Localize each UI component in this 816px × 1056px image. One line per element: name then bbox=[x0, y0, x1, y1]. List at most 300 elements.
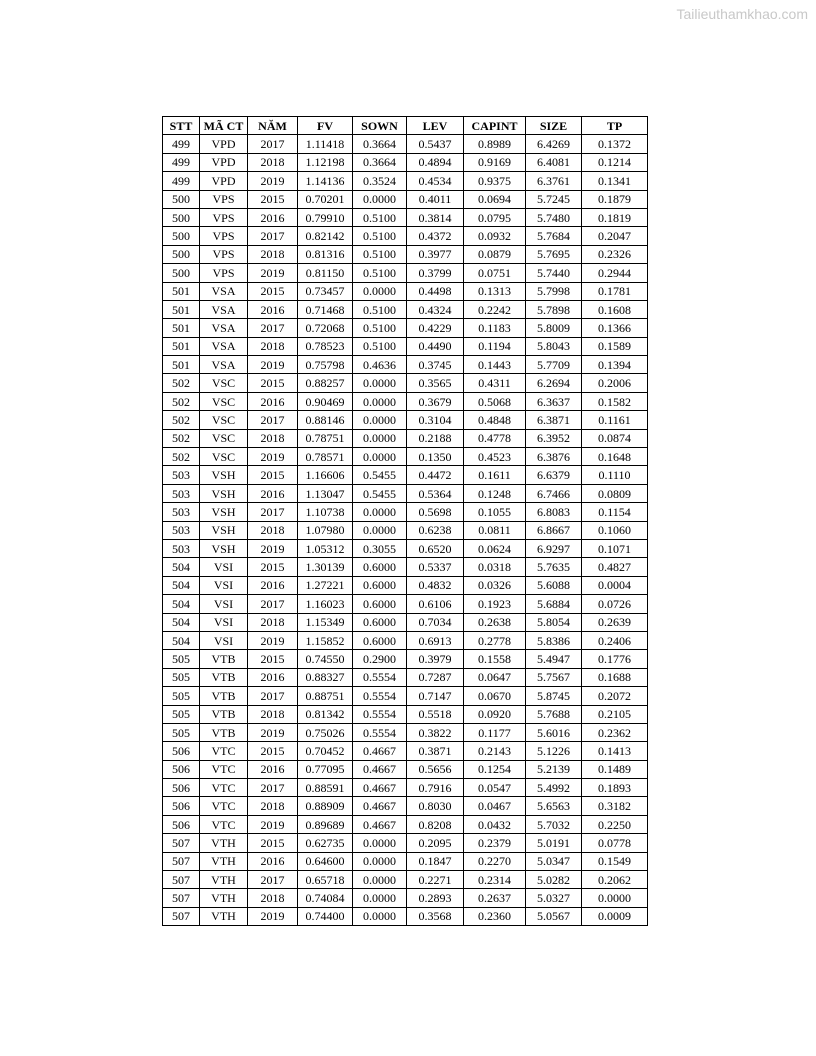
table-cell: 0.0467 bbox=[464, 797, 526, 815]
table-cell: 5.4947 bbox=[526, 650, 582, 668]
table-cell: 0.7034 bbox=[407, 613, 464, 631]
table-cell: 0.2360 bbox=[464, 907, 526, 925]
table-cell: 0.65718 bbox=[298, 871, 353, 889]
table-cell: 0.5518 bbox=[407, 705, 464, 723]
table-cell: 0.0000 bbox=[353, 374, 407, 392]
table-cell: 0.3568 bbox=[407, 907, 464, 925]
table-cell: 0.7147 bbox=[407, 687, 464, 705]
table-cell: 0.2314 bbox=[464, 871, 526, 889]
table-cell: 0.88257 bbox=[298, 374, 353, 392]
table-cell: 0.0647 bbox=[464, 668, 526, 686]
table-cell: 507 bbox=[163, 907, 200, 925]
table-cell: VSC bbox=[200, 374, 248, 392]
table-cell: 6.3876 bbox=[526, 448, 582, 466]
table-cell: 0.0000 bbox=[353, 871, 407, 889]
table-cell: VSH bbox=[200, 466, 248, 484]
table-row bbox=[163, 466, 648, 484]
table-cell: 0.6000 bbox=[353, 631, 407, 649]
table-cell: 2015 bbox=[248, 282, 298, 300]
table-cell: 5.7695 bbox=[526, 245, 582, 263]
table-cell: 2015 bbox=[248, 650, 298, 668]
table-cell: 0.3679 bbox=[407, 392, 464, 410]
column-header: TP bbox=[582, 117, 648, 135]
table-cell: 0.3104 bbox=[407, 411, 464, 429]
table-cell: VPS bbox=[200, 227, 248, 245]
table-cell: 0.72068 bbox=[298, 319, 353, 337]
table-cell: 0.7287 bbox=[407, 668, 464, 686]
table-cell: 2019 bbox=[248, 539, 298, 557]
table-cell: 0.8208 bbox=[407, 815, 464, 833]
table-row bbox=[163, 411, 648, 429]
table-cell: 504 bbox=[163, 558, 200, 576]
table-cell: 0.3979 bbox=[407, 650, 464, 668]
table-cell: VSC bbox=[200, 411, 248, 429]
table-cell: 0.6000 bbox=[353, 595, 407, 613]
table-cell: 0.0751 bbox=[464, 264, 526, 282]
table-cell: 0.1611 bbox=[464, 466, 526, 484]
table-cell: 0.0000 bbox=[353, 521, 407, 539]
table-cell: 0.7916 bbox=[407, 779, 464, 797]
table-cell: 0.4894 bbox=[407, 153, 464, 171]
table-cell: 506 bbox=[163, 742, 200, 760]
table-cell: 0.1183 bbox=[464, 319, 526, 337]
table-cell: 0.4490 bbox=[407, 337, 464, 355]
table-cell: 0.64600 bbox=[298, 852, 353, 870]
table-cell: 0.0000 bbox=[353, 907, 407, 925]
table-cell: 5.7440 bbox=[526, 264, 582, 282]
table-row bbox=[163, 668, 648, 686]
table-cell: 500 bbox=[163, 264, 200, 282]
table-cell: 0.0000 bbox=[582, 889, 648, 907]
table-cell: 499 bbox=[163, 135, 200, 153]
table-cell: 1.16023 bbox=[298, 595, 353, 613]
table-cell: 0.4778 bbox=[464, 429, 526, 447]
table-row bbox=[163, 153, 648, 171]
table-cell: 2019 bbox=[248, 723, 298, 741]
table-cell: VPS bbox=[200, 190, 248, 208]
table-cell: 5.7684 bbox=[526, 227, 582, 245]
table-cell: 0.2047 bbox=[582, 227, 648, 245]
table-cell: 1.27221 bbox=[298, 576, 353, 594]
table-cell: 0.3524 bbox=[353, 172, 407, 190]
table-cell: 2019 bbox=[248, 356, 298, 374]
table-cell: 0.6520 bbox=[407, 539, 464, 557]
table-cell: 1.07980 bbox=[298, 521, 353, 539]
table-cell: 5.8745 bbox=[526, 687, 582, 705]
table-cell: 0.5337 bbox=[407, 558, 464, 576]
table-cell: 0.1589 bbox=[582, 337, 648, 355]
table-cell: 503 bbox=[163, 521, 200, 539]
table-cell: 2016 bbox=[248, 300, 298, 318]
table-cell: 2017 bbox=[248, 595, 298, 613]
table-cell: 0.81150 bbox=[298, 264, 353, 282]
table-cell: 0.5437 bbox=[407, 135, 464, 153]
table-cell: 0.4832 bbox=[407, 576, 464, 594]
table-cell: 6.3952 bbox=[526, 429, 582, 447]
table-row bbox=[163, 576, 648, 594]
table-cell: 2015 bbox=[248, 190, 298, 208]
table-cell: 506 bbox=[163, 815, 200, 833]
table-cell: 0.8989 bbox=[464, 135, 526, 153]
table-cell: VPD bbox=[200, 153, 248, 171]
table-cell: 6.7466 bbox=[526, 484, 582, 502]
table-cell: VSH bbox=[200, 484, 248, 502]
table-cell: 500 bbox=[163, 227, 200, 245]
table-cell: 0.2900 bbox=[353, 650, 407, 668]
column-header: CAPINT bbox=[464, 117, 526, 135]
table-row bbox=[163, 723, 648, 741]
table-cell: 0.1350 bbox=[407, 448, 464, 466]
table-cell: 6.3637 bbox=[526, 392, 582, 410]
table-cell: 0.1819 bbox=[582, 208, 648, 226]
table-cell: 502 bbox=[163, 411, 200, 429]
table-cell: 506 bbox=[163, 779, 200, 797]
table-cell: 0.3822 bbox=[407, 723, 464, 741]
table-row bbox=[163, 208, 648, 226]
table-cell: 504 bbox=[163, 613, 200, 631]
table-cell: 0.0000 bbox=[353, 282, 407, 300]
table-cell: VTC bbox=[200, 760, 248, 778]
table-cell: VSA bbox=[200, 337, 248, 355]
table-cell: 0.2072 bbox=[582, 687, 648, 705]
table-cell: VPD bbox=[200, 135, 248, 153]
watermark-text: Tailieuthamkhao.com bbox=[676, 6, 808, 22]
table-cell: 0.4667 bbox=[353, 815, 407, 833]
table-cell: 0.0000 bbox=[353, 411, 407, 429]
table-cell: VTB bbox=[200, 705, 248, 723]
table-cell: 0.0547 bbox=[464, 779, 526, 797]
table-cell: 0.88146 bbox=[298, 411, 353, 429]
table-cell: 6.8667 bbox=[526, 521, 582, 539]
table-cell: 505 bbox=[163, 650, 200, 668]
table-cell: 2016 bbox=[248, 392, 298, 410]
table-cell: 0.5554 bbox=[353, 687, 407, 705]
table-cell: 0.74084 bbox=[298, 889, 353, 907]
table-cell: 0.3664 bbox=[353, 153, 407, 171]
table-cell: 505 bbox=[163, 668, 200, 686]
table-cell: 1.13047 bbox=[298, 484, 353, 502]
table-cell: 0.5100 bbox=[353, 208, 407, 226]
table-cell: 2018 bbox=[248, 705, 298, 723]
table-cell: 0.0920 bbox=[464, 705, 526, 723]
table-cell: 5.0347 bbox=[526, 852, 582, 870]
table-cell: 5.2139 bbox=[526, 760, 582, 778]
table-cell: 500 bbox=[163, 190, 200, 208]
table-cell: 0.70201 bbox=[298, 190, 353, 208]
table-cell: 0.2638 bbox=[464, 613, 526, 631]
table-cell: 2016 bbox=[248, 484, 298, 502]
table-cell: 0.62735 bbox=[298, 834, 353, 852]
table-cell: 0.78751 bbox=[298, 429, 353, 447]
table-row bbox=[163, 172, 648, 190]
table-cell: 0.1489 bbox=[582, 760, 648, 778]
table-cell: 0.2006 bbox=[582, 374, 648, 392]
table-cell: 0.1776 bbox=[582, 650, 648, 668]
table-cell: 2017 bbox=[248, 227, 298, 245]
table-cell: 501 bbox=[163, 300, 200, 318]
table-cell: 0.1254 bbox=[464, 760, 526, 778]
table-cell: 0.1248 bbox=[464, 484, 526, 502]
table-cell: 0.6238 bbox=[407, 521, 464, 539]
table-cell: 0.2105 bbox=[582, 705, 648, 723]
table-cell: 499 bbox=[163, 153, 200, 171]
table-cell: 0.2406 bbox=[582, 631, 648, 649]
table-row bbox=[163, 319, 648, 337]
table-row bbox=[163, 227, 648, 245]
table-cell: 2015 bbox=[248, 834, 298, 852]
table-cell: 2018 bbox=[248, 613, 298, 631]
table-cell: 0.1688 bbox=[582, 668, 648, 686]
table-cell: 0.5554 bbox=[353, 723, 407, 741]
table-cell: 0.75798 bbox=[298, 356, 353, 374]
table-cell: VTC bbox=[200, 779, 248, 797]
table-cell: 0.2062 bbox=[582, 871, 648, 889]
table-cell: VTH bbox=[200, 834, 248, 852]
table-cell: 0.2270 bbox=[464, 852, 526, 870]
table-cell: 0.78571 bbox=[298, 448, 353, 466]
table-cell: VSI bbox=[200, 613, 248, 631]
column-header: FV bbox=[298, 117, 353, 135]
table-cell: 2018 bbox=[248, 429, 298, 447]
table-cell: 0.1071 bbox=[582, 539, 648, 557]
table-cell: 0.89689 bbox=[298, 815, 353, 833]
table-cell: 503 bbox=[163, 466, 200, 484]
table-row bbox=[163, 631, 648, 649]
table-cell: VTB bbox=[200, 723, 248, 741]
table-cell: 5.0567 bbox=[526, 907, 582, 925]
table-cell: 5.8054 bbox=[526, 613, 582, 631]
table-cell: 507 bbox=[163, 852, 200, 870]
table-cell: 5.6884 bbox=[526, 595, 582, 613]
table-cell: 5.7709 bbox=[526, 356, 582, 374]
table-cell: 0.1558 bbox=[464, 650, 526, 668]
table-row bbox=[163, 135, 648, 153]
table-cell: 0.3871 bbox=[407, 742, 464, 760]
table-cell: 6.4081 bbox=[526, 153, 582, 171]
table-cell: 5.6563 bbox=[526, 797, 582, 815]
table-row bbox=[163, 337, 648, 355]
table-row bbox=[163, 539, 648, 557]
table-row bbox=[163, 889, 648, 907]
table-cell: 0.5100 bbox=[353, 300, 407, 318]
table-cell: 0.0326 bbox=[464, 576, 526, 594]
table-cell: 0.0318 bbox=[464, 558, 526, 576]
table-cell: 0.4372 bbox=[407, 227, 464, 245]
table-cell: 0.3565 bbox=[407, 374, 464, 392]
table-cell: 0.81316 bbox=[298, 245, 353, 263]
table-cell: 0.5068 bbox=[464, 392, 526, 410]
table-cell: 0.0778 bbox=[582, 834, 648, 852]
table-cell: 0.88909 bbox=[298, 797, 353, 815]
table-cell: 507 bbox=[163, 889, 200, 907]
table-cell: VTC bbox=[200, 797, 248, 815]
table-cell: 0.1608 bbox=[582, 300, 648, 318]
table-cell: 5.4992 bbox=[526, 779, 582, 797]
table-cell: 0.1110 bbox=[582, 466, 648, 484]
table-cell: 2019 bbox=[248, 172, 298, 190]
table-cell: 0.4011 bbox=[407, 190, 464, 208]
table-cell: VSI bbox=[200, 576, 248, 594]
column-header: MÃ CT bbox=[200, 117, 248, 135]
table-cell: 507 bbox=[163, 834, 200, 852]
table-cell: 0.4827 bbox=[582, 558, 648, 576]
table-cell: VTB bbox=[200, 650, 248, 668]
table-cell: 0.4229 bbox=[407, 319, 464, 337]
table-cell: 0.3664 bbox=[353, 135, 407, 153]
table-cell: 0.1214 bbox=[582, 153, 648, 171]
table-cell: 2019 bbox=[248, 448, 298, 466]
table-cell: 0.74550 bbox=[298, 650, 353, 668]
table-cell: 0.1154 bbox=[582, 503, 648, 521]
table-row bbox=[163, 429, 648, 447]
table-cell: 0.6000 bbox=[353, 613, 407, 631]
table-cell: 0.1341 bbox=[582, 172, 648, 190]
table-cell: 0.0432 bbox=[464, 815, 526, 833]
table-cell: VSC bbox=[200, 448, 248, 466]
table-cell: 0.4667 bbox=[353, 797, 407, 815]
table-cell: VPD bbox=[200, 172, 248, 190]
table-cell: 5.8009 bbox=[526, 319, 582, 337]
table-cell: 5.6088 bbox=[526, 576, 582, 594]
table-cell: 0.1879 bbox=[582, 190, 648, 208]
table-cell: 0.2639 bbox=[582, 613, 648, 631]
table-cell: 0.4636 bbox=[353, 356, 407, 374]
table-row bbox=[163, 282, 648, 300]
table-cell: 2015 bbox=[248, 466, 298, 484]
table-cell: 0.5100 bbox=[353, 245, 407, 263]
table-cell: 1.11418 bbox=[298, 135, 353, 153]
table-cell: VSH bbox=[200, 503, 248, 521]
table-cell: 5.7032 bbox=[526, 815, 582, 833]
column-header: SOWN bbox=[353, 117, 407, 135]
table-cell: 0.0004 bbox=[582, 576, 648, 594]
table-cell: 0.0670 bbox=[464, 687, 526, 705]
table-cell: 504 bbox=[163, 576, 200, 594]
table-row bbox=[163, 300, 648, 318]
table-cell: 5.7245 bbox=[526, 190, 582, 208]
table-cell: 5.7567 bbox=[526, 668, 582, 686]
table-cell: 0.6000 bbox=[353, 558, 407, 576]
table-cell: 0.5554 bbox=[353, 668, 407, 686]
table-cell: 5.7898 bbox=[526, 300, 582, 318]
table-cell: 2017 bbox=[248, 687, 298, 705]
table-cell: 6.3871 bbox=[526, 411, 582, 429]
table-cell: 0.4311 bbox=[464, 374, 526, 392]
table-cell: 0.1847 bbox=[407, 852, 464, 870]
table-cell: 1.10738 bbox=[298, 503, 353, 521]
table-row bbox=[163, 687, 648, 705]
table-row bbox=[163, 852, 648, 870]
table-cell: 0.1443 bbox=[464, 356, 526, 374]
table-cell: 0.1055 bbox=[464, 503, 526, 521]
table-cell: 0.1781 bbox=[582, 282, 648, 300]
column-header: STT bbox=[163, 117, 200, 135]
table-cell: VSH bbox=[200, 521, 248, 539]
table-cell: 0.8030 bbox=[407, 797, 464, 815]
table-cell: 1.15349 bbox=[298, 613, 353, 631]
table-cell: 0.4667 bbox=[353, 742, 407, 760]
table-row bbox=[163, 264, 648, 282]
table-cell: 502 bbox=[163, 374, 200, 392]
table-cell: 0.3745 bbox=[407, 356, 464, 374]
table-cell: 5.7998 bbox=[526, 282, 582, 300]
table-cell: 0.1394 bbox=[582, 356, 648, 374]
table-row bbox=[163, 392, 648, 410]
table-cell: 0.0726 bbox=[582, 595, 648, 613]
table-cell: 0.4667 bbox=[353, 760, 407, 778]
table-cell: 0.4523 bbox=[464, 448, 526, 466]
table-cell: 0.3182 bbox=[582, 797, 648, 815]
table-cell: VSA bbox=[200, 282, 248, 300]
table-cell: 0.90469 bbox=[298, 392, 353, 410]
table-cell: 2015 bbox=[248, 374, 298, 392]
table-cell: 0.3977 bbox=[407, 245, 464, 263]
table-cell: 2017 bbox=[248, 503, 298, 521]
table-cell: 0.0811 bbox=[464, 521, 526, 539]
column-header: NĂM bbox=[248, 117, 298, 135]
table-cell: 0.2250 bbox=[582, 815, 648, 833]
table-cell: 0.5698 bbox=[407, 503, 464, 521]
column-header: SIZE bbox=[526, 117, 582, 135]
table-cell: 0.5656 bbox=[407, 760, 464, 778]
table-cell: 2017 bbox=[248, 871, 298, 889]
table-cell: 0.2778 bbox=[464, 631, 526, 649]
table-cell: 1.14136 bbox=[298, 172, 353, 190]
table-cell: 6.8083 bbox=[526, 503, 582, 521]
table-cell: VTH bbox=[200, 889, 248, 907]
table-cell: 0.81342 bbox=[298, 705, 353, 723]
table-cell: VSC bbox=[200, 429, 248, 447]
table-cell: 0.88327 bbox=[298, 668, 353, 686]
table-cell: 0.5455 bbox=[353, 466, 407, 484]
table-cell: 0.82142 bbox=[298, 227, 353, 245]
table-row bbox=[163, 760, 648, 778]
table-cell: VTC bbox=[200, 815, 248, 833]
table-cell: 2016 bbox=[248, 208, 298, 226]
table-cell: 0.1893 bbox=[582, 779, 648, 797]
table-cell: 0.4324 bbox=[407, 300, 464, 318]
table-cell: 0.71468 bbox=[298, 300, 353, 318]
table-row bbox=[163, 356, 648, 374]
table-cell: 0.5100 bbox=[353, 264, 407, 282]
table-cell: 2018 bbox=[248, 889, 298, 907]
table-row bbox=[163, 815, 648, 833]
table-cell: 503 bbox=[163, 539, 200, 557]
table-cell: 0.3055 bbox=[353, 539, 407, 557]
table-cell: 0.0009 bbox=[582, 907, 648, 925]
table-cell: 0.2944 bbox=[582, 264, 648, 282]
table-cell: 0.2379 bbox=[464, 834, 526, 852]
table-cell: 0.5100 bbox=[353, 227, 407, 245]
table-cell: 0.77095 bbox=[298, 760, 353, 778]
table-row bbox=[163, 705, 648, 723]
table-cell: 0.79910 bbox=[298, 208, 353, 226]
table-cell: 503 bbox=[163, 503, 200, 521]
data-table bbox=[162, 116, 648, 926]
table-row bbox=[163, 374, 648, 392]
table-cell: 1.05312 bbox=[298, 539, 353, 557]
table-cell: 507 bbox=[163, 871, 200, 889]
table-cell: 0.2143 bbox=[464, 742, 526, 760]
table-cell: 0.1923 bbox=[464, 595, 526, 613]
table-cell: VSH bbox=[200, 539, 248, 557]
table-cell: 499 bbox=[163, 172, 200, 190]
table-cell: 2017 bbox=[248, 319, 298, 337]
table-cell: 0.6000 bbox=[353, 576, 407, 594]
table-cell: 0.5554 bbox=[353, 705, 407, 723]
table-cell: 0.78523 bbox=[298, 337, 353, 355]
table-cell: 0.1372 bbox=[582, 135, 648, 153]
